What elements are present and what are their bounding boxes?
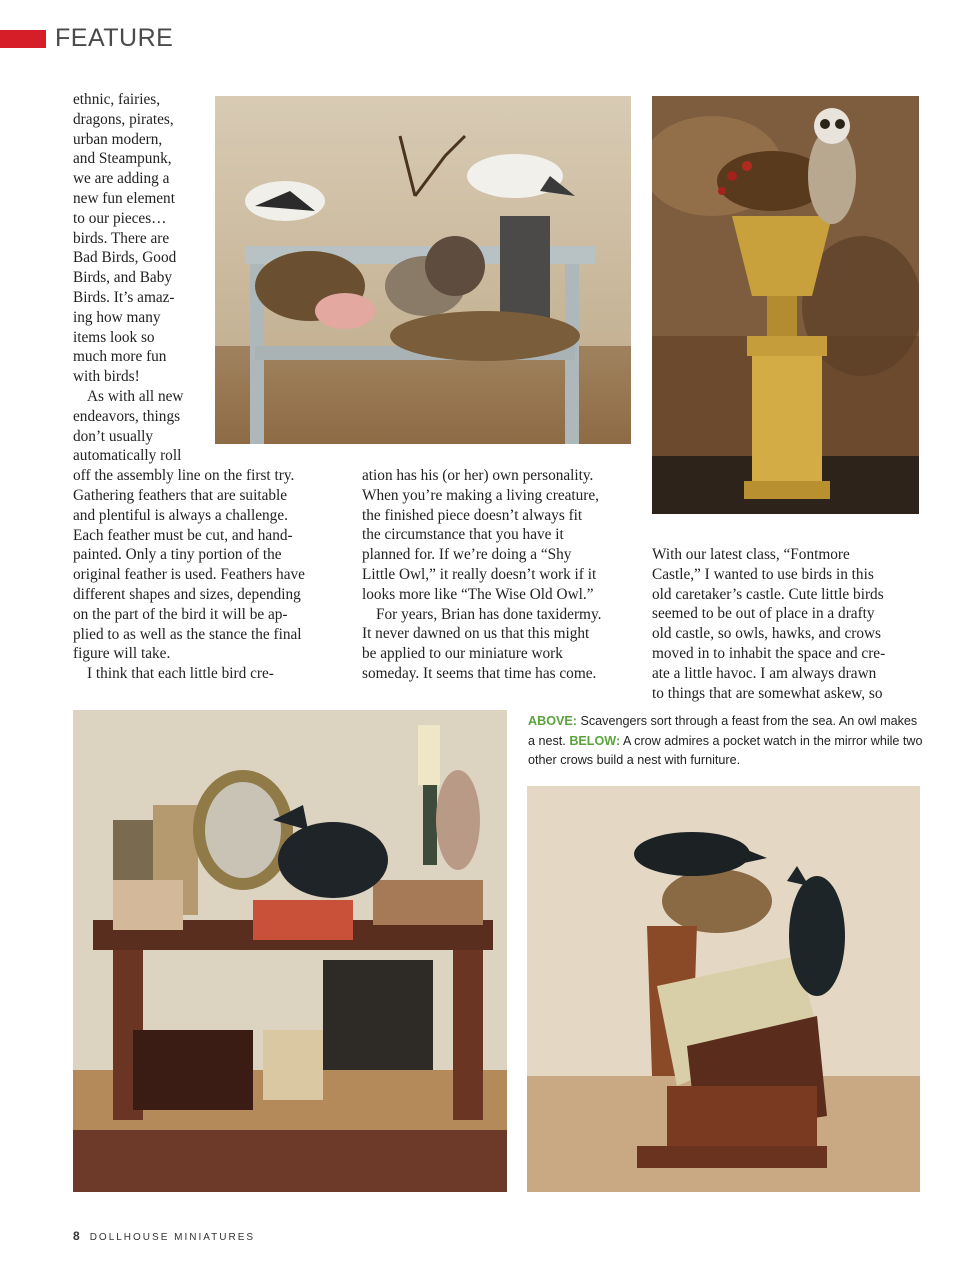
text-line: to things that are somewhat askew, so [652, 684, 883, 702]
photo-caption [528, 712, 923, 771]
text-line: don’t usually [73, 427, 154, 445]
text-line: endeavors, things [73, 407, 181, 425]
text-line: someday. It seems that time has come. [362, 664, 597, 682]
caption-above-label: ABOVE: [528, 714, 577, 728]
column-1-text [73, 90, 363, 684]
text-line: be applied to our miniature work [362, 645, 563, 663]
text-line: Little Owl,” it really doesn’t work if it [362, 565, 597, 583]
text-line: ation has his (or her) own personality. [362, 467, 594, 484]
text-line: and Steampunk, [73, 150, 172, 168]
text-line: we are adding a [73, 170, 170, 188]
text-line: seemed to be out of place in a drafty [652, 605, 875, 623]
text-line: With our latest class, “Fontmore [652, 546, 850, 563]
text-line: planned for. If we’re doing a “Shy [362, 546, 572, 564]
text-line: and plentiful is always a challenge. [73, 506, 288, 524]
text-line: original feather is used. Feathers have [73, 566, 305, 584]
text-line: much more fun [73, 348, 167, 366]
text-line: figure will take. [73, 645, 171, 663]
text-line: ate a little havoc. I am always drawn [652, 664, 877, 682]
text-line: urban modern, [73, 130, 163, 148]
text-line: Castle,” I wanted to use birds in this [652, 565, 874, 583]
text-line: ing how many [73, 308, 161, 326]
column-2-text [362, 466, 642, 684]
caption-above-text: Scavengers sort through a feast from the sea. An owl makes a nest. [528, 714, 918, 748]
photo-crow-mirror-table [73, 710, 507, 1192]
text-line: painted. Only a tiny portion of the [73, 546, 282, 564]
text-line: Birds. It’s amaz- [73, 288, 175, 306]
text-line: Bad Birds, Good [73, 249, 177, 267]
text-line: When you’re making a living creature, [362, 486, 600, 504]
text-line: to our pieces… [73, 209, 167, 227]
text-line: For years, Brian has done taxidermy. [376, 605, 602, 623]
page-number: 8 [73, 1229, 80, 1243]
text-line: items look so [73, 328, 155, 346]
text-line: the circumstance that you have it [362, 526, 564, 544]
column-3-text [652, 545, 932, 703]
text-line: It never dawned on us that this might [362, 625, 590, 643]
text-line: ethnic, fairies, [73, 91, 161, 108]
section-label: FEATURE [55, 24, 174, 52]
publication-name: DOLLHOUSE MINIATURES [89, 1232, 256, 1243]
caption-below-text: A crow admires a pocket watch in the mirror while two other crows build a nest with furniture. [528, 733, 923, 767]
text-line: As with all new [87, 387, 184, 405]
text-line: dragons, pirates, [73, 110, 174, 128]
text-line: new fun element [73, 189, 175, 207]
text-line: Birds, and Baby [73, 269, 172, 287]
text-line: old castle, so owls, hawks, and crows [652, 625, 881, 643]
text-line: different shapes and sizes, depending [73, 585, 301, 603]
text-line: Each feather must be cut, and hand- [73, 526, 293, 544]
photo-crows-nest-chair [527, 786, 920, 1192]
page-footer [73, 1229, 255, 1243]
text-line: moved in to inhabit the space and cre- [652, 644, 886, 662]
text-line: looks more like “The Wise Old Owl.” [362, 585, 594, 603]
text-line: plied to as well as the stance the final [73, 625, 302, 643]
text-line: I think that each little bird cre- [87, 665, 274, 683]
text-line: old caretaker’s castle. Cute little birds [652, 585, 884, 603]
text-line: with birds! [73, 368, 140, 386]
text-line: Gathering feathers that are suitable [73, 486, 288, 504]
text-line: birds. There are [73, 229, 170, 247]
text-line: off the assembly line on the first try. [73, 467, 295, 485]
text-line: automatically roll [73, 447, 182, 465]
caption-below-label: BELOW: [569, 733, 621, 748]
photo-owl-urn [652, 96, 919, 514]
text-line: on the part of the bird it will be ap- [73, 605, 288, 623]
text-line: the finished piece doesn’t always fit [362, 506, 583, 524]
section-color-bar [0, 30, 46, 48]
